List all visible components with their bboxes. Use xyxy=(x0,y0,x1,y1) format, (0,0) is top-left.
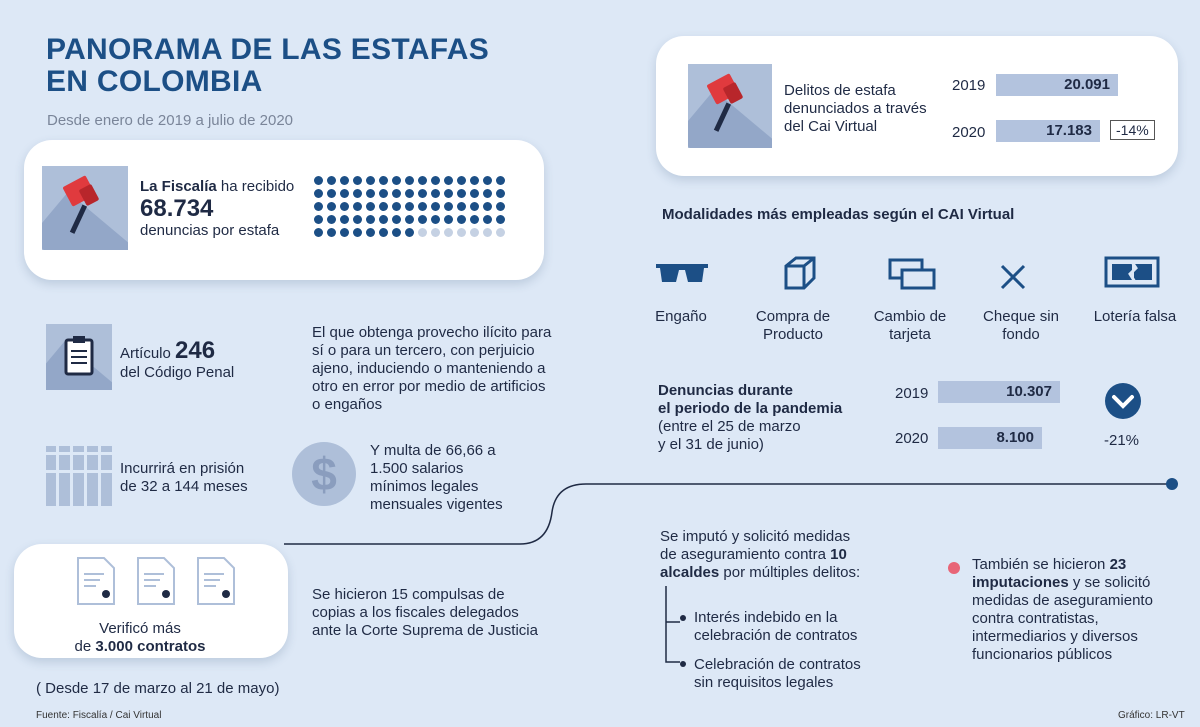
pandemia-title: Denuncias durante el periodo de la pandemia xyxy=(658,382,843,417)
pandemia-year-2019: 2019 xyxy=(895,385,929,402)
denuncia-dot xyxy=(314,215,323,224)
pin-icon xyxy=(42,166,128,250)
alcaldes-text: Se imputó y solicitó medidas de aseguramiento contra 10 alcaldes por múltiples delitos: xyxy=(660,528,861,581)
pink-bullet xyxy=(948,562,960,574)
pandemia-bar-2019: 10.307 xyxy=(938,381,1060,403)
denuncia-dot xyxy=(392,228,401,237)
cards-icon xyxy=(888,258,938,292)
denuncia-dot xyxy=(340,202,349,211)
articulo-icon-box xyxy=(46,324,112,390)
denuncia-dot xyxy=(327,189,336,198)
denuncia-dot xyxy=(431,176,440,185)
denuncia-dot xyxy=(327,176,336,185)
denuncia-dot xyxy=(496,228,505,237)
clipboard-icon xyxy=(46,324,112,390)
denuncia-dot xyxy=(340,228,349,237)
denuncia-dot xyxy=(457,202,466,211)
denuncia-dot xyxy=(366,202,375,211)
denuncia-dot xyxy=(366,228,375,237)
footer-credit: Gráfico: LR-VT xyxy=(1118,710,1185,721)
denuncia-dot xyxy=(483,202,492,211)
denuncia-dot xyxy=(496,189,505,198)
denuncia-dot xyxy=(431,189,440,198)
denuncia-dot xyxy=(496,176,505,185)
denuncia-dot xyxy=(496,202,505,211)
glasses-icon xyxy=(654,258,710,288)
denuncia-dot xyxy=(327,215,336,224)
denuncia-dot xyxy=(392,176,401,185)
document-icon xyxy=(136,556,176,606)
page-subtitle: Desde enero de 2019 a julio de 2020 xyxy=(47,112,294,129)
articulo-label: Artículo 246 del Código Penal xyxy=(120,337,235,381)
contratos-text: Verificó más de 3.000 contratos xyxy=(74,620,206,655)
modalidad-label-compra: Compra de Producto xyxy=(755,308,831,343)
denuncia-dot xyxy=(483,176,492,185)
denuncia-dot xyxy=(379,228,388,237)
pandemia-year-2020: 2020 xyxy=(895,430,929,447)
contratos-dates: ( Desde 17 de marzo al 21 de mayo) xyxy=(36,680,280,697)
denuncia-dot xyxy=(379,202,388,211)
document-icon xyxy=(76,556,116,606)
denuncia-dot xyxy=(379,215,388,224)
alcaldes-item-1: Interés indebido en la celebración de contratos xyxy=(694,609,858,644)
denuncia-dot xyxy=(314,202,323,211)
articulo-number: 246 xyxy=(175,337,216,364)
denuncia-dot xyxy=(444,189,453,198)
denuncia-dot xyxy=(392,215,401,224)
denuncia-dot xyxy=(353,215,362,224)
x-icon xyxy=(998,262,1028,292)
denuncia-dot xyxy=(457,228,466,237)
denuncia-dot xyxy=(379,189,388,198)
denuncia-dot xyxy=(392,189,401,198)
denuncia-dot xyxy=(483,228,492,237)
fiscalia-icon-box xyxy=(42,166,128,250)
cai-icon-box xyxy=(688,64,772,148)
page-title: PANORAMA DE LAS ESTAFAS EN COLOMBIA xyxy=(46,33,490,98)
denuncia-dot xyxy=(353,202,362,211)
box-icon xyxy=(782,256,818,290)
denuncia-dot xyxy=(366,189,375,198)
modalidad-label-engano: Engaño xyxy=(655,308,707,325)
denuncia-dot xyxy=(379,176,388,185)
denuncia-dot xyxy=(405,228,414,237)
prison-bars-icon xyxy=(46,446,112,506)
denuncia-dot xyxy=(483,189,492,198)
footer-source: Fuente: Fiscalía / Cai Virtual xyxy=(36,710,162,721)
denuncia-dot xyxy=(444,176,453,185)
alcaldes-item-2: Celebración de contratos sin requisitos legales xyxy=(694,656,861,691)
denuncia-dot xyxy=(431,202,440,211)
denuncia-dot xyxy=(353,189,362,198)
denuncia-dot xyxy=(353,176,362,185)
denuncias-dot-matrix xyxy=(314,176,509,241)
denuncia-dot xyxy=(444,228,453,237)
denuncia-dot xyxy=(327,228,336,237)
denuncia-dot xyxy=(327,202,336,211)
denuncia-dot xyxy=(405,202,414,211)
denuncia-dot xyxy=(353,228,362,237)
modalidad-label-tarjeta: Cambio de tarjeta xyxy=(873,308,947,343)
denuncia-dot xyxy=(457,176,466,185)
imputaciones-text: También se hicieron 23 imputaciones y se solicitó medidas de aseguramiento contra contratistas, intermediarios y diversos funcionarios públicos xyxy=(972,556,1153,663)
denuncia-dot xyxy=(418,228,427,237)
cai-year-2019: 2019 xyxy=(952,77,986,94)
articulo-description: El que obtenga provecho ilícito para sí o para un tercero, con perjuicio ajeno, induciendo o manteniendo a otro en error por medio de artificios o engaños xyxy=(312,324,552,413)
multa-text: Y multa de 66,66 a 1.500 salarios mínimos legales mensuales vigentes xyxy=(370,442,503,513)
pin-icon xyxy=(688,64,772,148)
pandemia-change: -21% xyxy=(1104,432,1140,449)
denuncia-dot xyxy=(418,189,427,198)
denuncia-dot xyxy=(444,215,453,224)
denuncia-dot xyxy=(457,189,466,198)
cai-change-badge: -14% xyxy=(1110,120,1155,140)
denuncia-dot xyxy=(405,215,414,224)
pandemia-subtitle: (entre el 25 de marzo y el 31 de junio) xyxy=(658,418,801,453)
denuncia-dot xyxy=(418,176,427,185)
denuncia-dot xyxy=(496,215,505,224)
denuncia-dot xyxy=(470,202,479,211)
fiscalia-count: 68.734 xyxy=(140,195,214,222)
ticket-icon xyxy=(1104,256,1160,288)
denuncia-dot xyxy=(418,202,427,211)
denuncia-dot xyxy=(470,176,479,185)
denuncia-dot xyxy=(314,189,323,198)
denuncia-dot xyxy=(431,215,440,224)
dollar-icon: $ xyxy=(292,442,356,506)
denuncia-dot xyxy=(366,215,375,224)
cai-label: Delitos de estafa denunciados a través del Cai Virtual xyxy=(784,82,927,135)
fiscalia-text: La Fiscalía ha recibido 68.734 denuncias por estafa xyxy=(140,178,295,239)
denuncia-dot xyxy=(418,215,427,224)
denuncia-dot xyxy=(340,189,349,198)
denuncia-dot xyxy=(340,176,349,185)
modalidad-label-cheque: Cheque sin fondo xyxy=(983,308,1059,343)
denuncia-dot xyxy=(405,189,414,198)
denuncia-dot xyxy=(405,176,414,185)
denuncia-dot xyxy=(470,215,479,224)
denuncia-dot xyxy=(314,228,323,237)
cai-bar-2020: 17.183 xyxy=(996,120,1100,142)
denuncia-dot xyxy=(431,228,440,237)
modalidad-label-loteria: Lotería falsa xyxy=(1093,308,1177,325)
denuncia-dot xyxy=(340,215,349,224)
cai-year-2020: 2020 xyxy=(952,124,986,141)
denuncia-dot xyxy=(314,176,323,185)
denuncia-dot xyxy=(444,202,453,211)
pandemia-bar-2020: 8.100 xyxy=(938,427,1042,449)
modalidades-title: Modalidades más empleadas según el CAI Virtual xyxy=(662,206,1015,223)
denuncia-dot xyxy=(470,189,479,198)
cai-bar-2019: 20.091 xyxy=(996,74,1118,96)
chevron-down-icon xyxy=(1104,382,1142,420)
denuncia-dot xyxy=(366,176,375,185)
denuncia-dot xyxy=(483,215,492,224)
denuncia-dot xyxy=(457,215,466,224)
compulsas-text: Se hicieron 15 compulsas de copias a los fiscales delegados ante la Corte Suprema de Justicia xyxy=(312,586,538,639)
denuncia-dot xyxy=(470,228,479,237)
document-icon xyxy=(196,556,236,606)
denuncia-dot xyxy=(392,202,401,211)
prision-text: Incurrirá en prisión de 32 a 144 meses xyxy=(120,460,248,495)
